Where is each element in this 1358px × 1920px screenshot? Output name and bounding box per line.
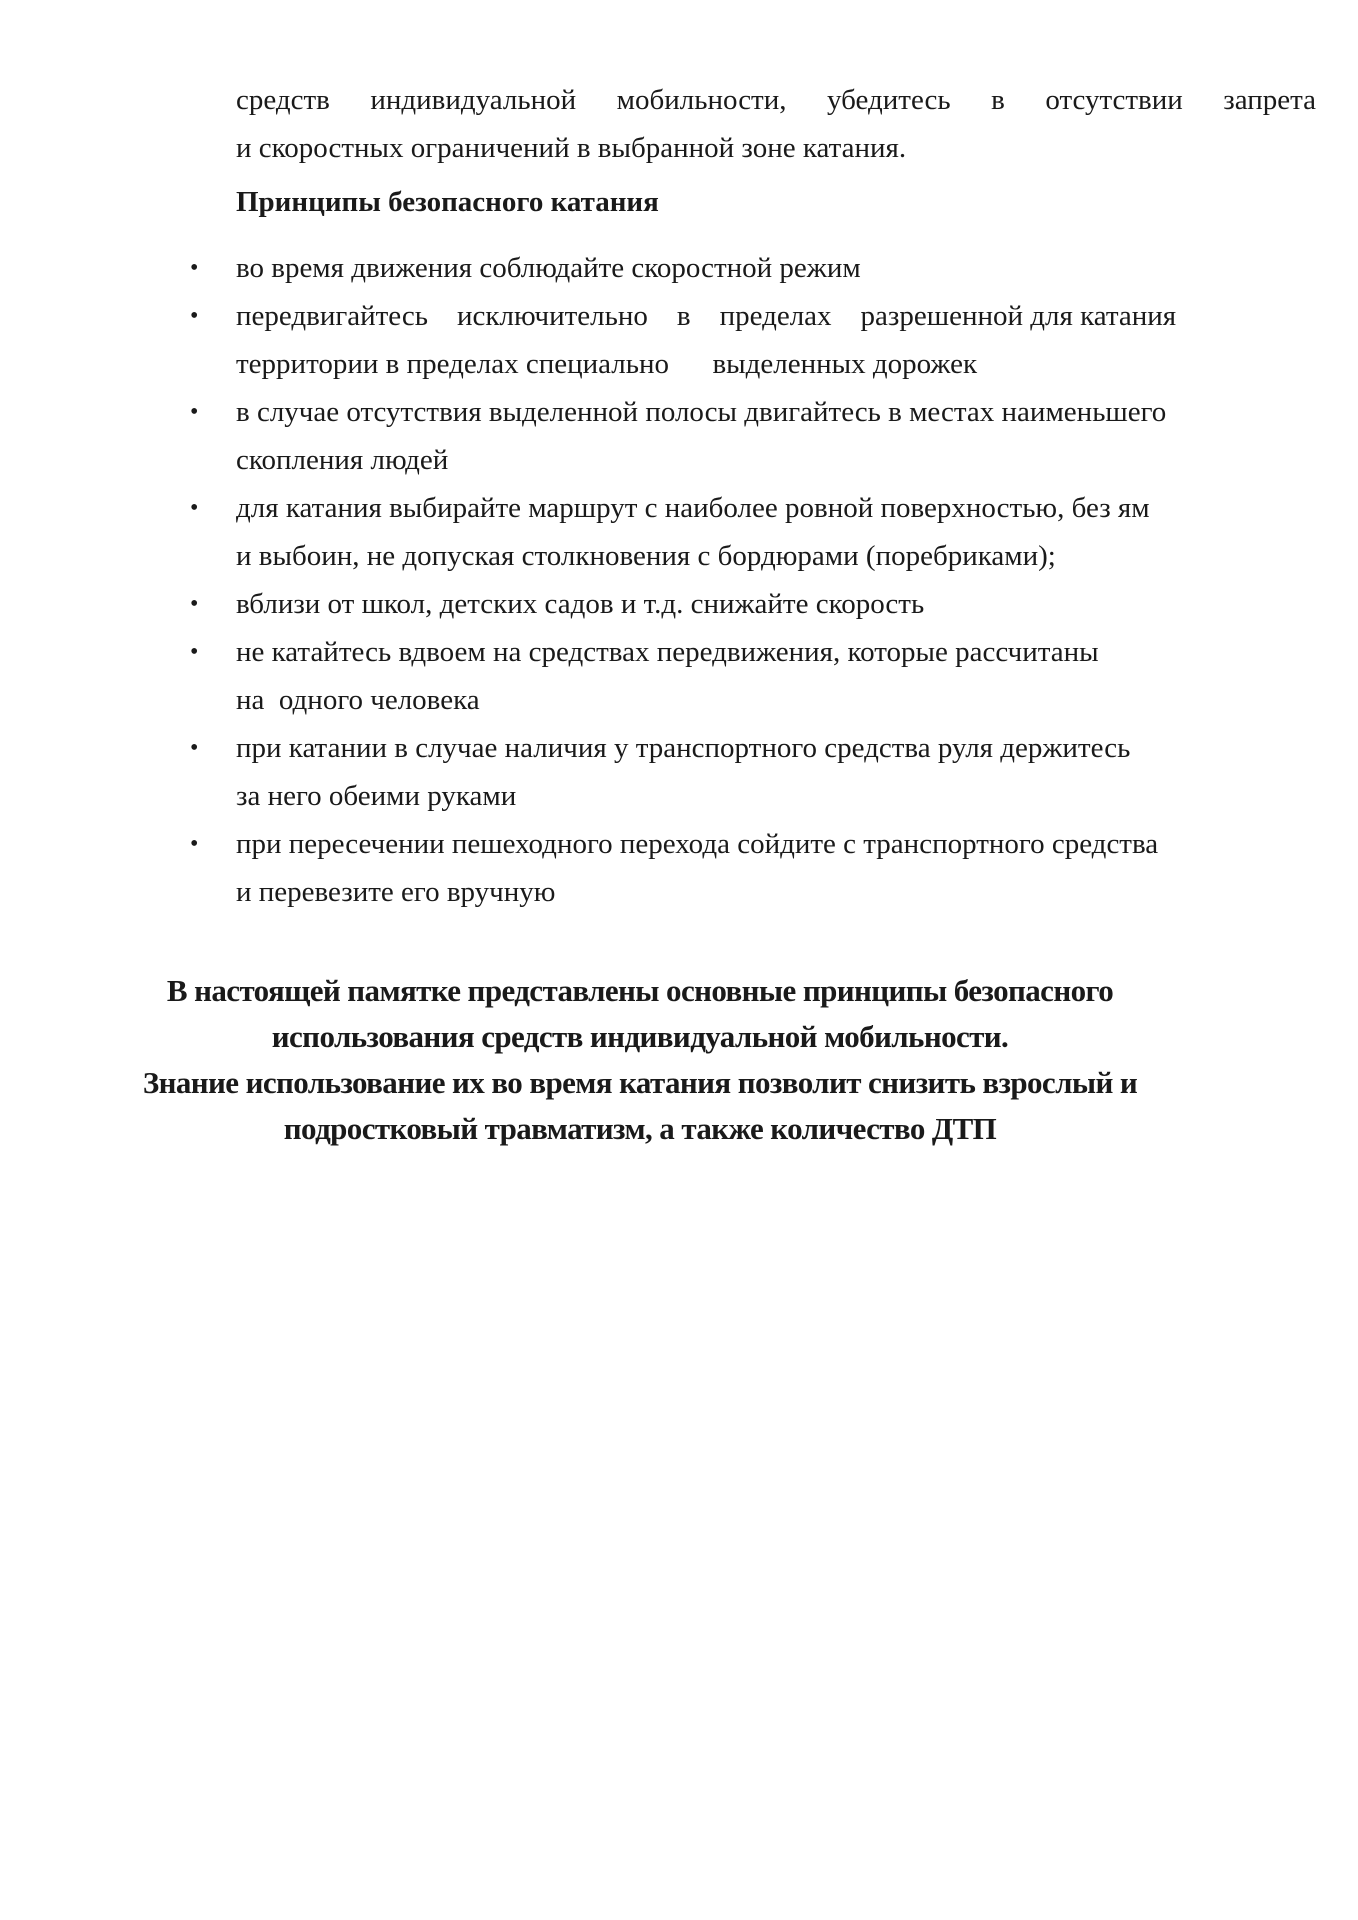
summary-line: Знание использование их во время катания позволит снизить взрослый и xyxy=(142,1065,1138,1100)
intro-line-2: и скоростных ограничений в выбранной зоне катания. xyxy=(236,132,907,164)
list-item: • при катании в случае наличия у транспортного средства руля держитесь за него обеими руками xyxy=(0,724,1266,820)
bullet-icon: • xyxy=(190,639,199,665)
list-item: • передвигайтесь исключительно в пределах разрешенной для катания территории в пределах специально выделенных дорожек xyxy=(0,292,1266,388)
intro-paragraph xyxy=(236,76,1316,172)
list-item: • во время движения соблюдайте скоростной режим xyxy=(0,244,1266,292)
list-item: • в случае отсутствия выделенной полосы двигайтесь в местах наименьшего скопления людей xyxy=(0,388,1266,484)
list-item: • для катания выбирайте маршрут с наиболее ровной поверхностью, без ям и выбоин, не допуская столкновения с бордюрами (поребриками); xyxy=(0,484,1266,580)
section-heading: Принципы безопасного катания xyxy=(236,186,659,218)
bullet-icon: • xyxy=(190,495,199,521)
intro-line-1: средств индивидуальной мобильности, убедитесь в отсутствии запрета xyxy=(236,84,1317,116)
list-item: • при пересечении пешеходного перехода сойдите с транспортного средства и перевезите его вручную xyxy=(0,820,1266,916)
summary-line: В настоящей памятке представлены основные принципы безопасного xyxy=(166,973,1114,1008)
bullet-icon: • xyxy=(190,831,199,857)
summary-line: подростковый травматизм, а также количество ДТП xyxy=(283,1111,997,1146)
summary-line: использования средств индивидуальной мобильности. xyxy=(271,1019,1009,1054)
bullet-icon: • xyxy=(190,399,199,425)
list-item: • не катайтесь вдвоем на средствах передвижения, которые рассчитаны на одного человека xyxy=(0,628,1266,724)
list-item: • вблизи от школ, детских садов и т.д. снижайте скорость xyxy=(0,580,1266,628)
bullet-icon: • xyxy=(190,591,199,617)
bullet-icon: • xyxy=(190,255,199,281)
safety-rules-list xyxy=(0,244,1358,916)
summary-paragraph xyxy=(60,968,1220,1152)
bullet-icon: • xyxy=(190,735,199,761)
bullet-icon: • xyxy=(190,303,199,329)
